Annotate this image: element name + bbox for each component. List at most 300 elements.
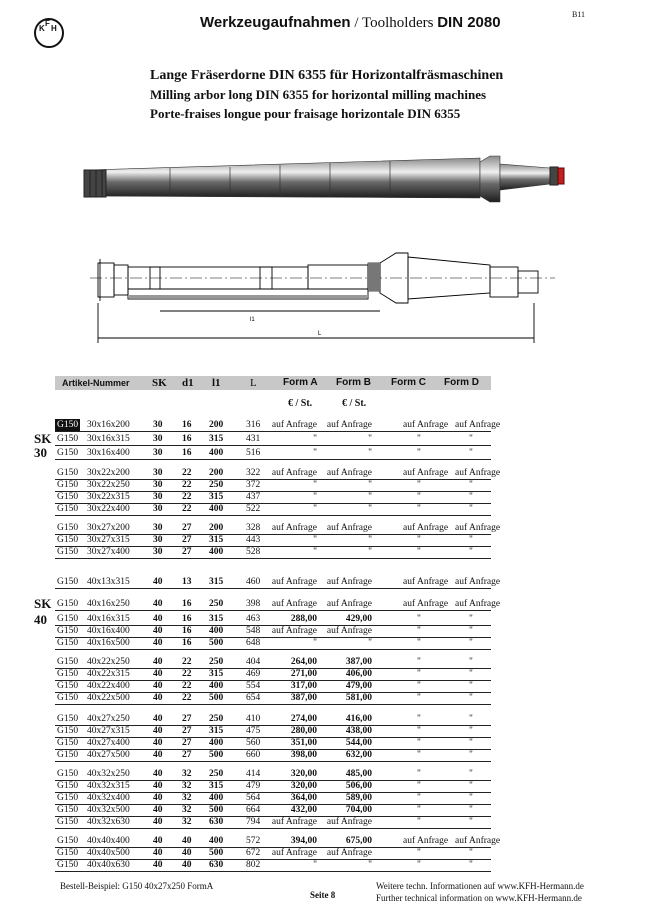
- cell-pre: G150: [57, 750, 79, 760]
- cell-sk: 30: [153, 504, 163, 514]
- cell-a: 364,00: [290, 793, 317, 803]
- cell-art: 30x22x315: [87, 492, 130, 502]
- subtitle-en: Milling arbor long DIN 6355 for horizontal milling machines: [150, 87, 487, 102]
- subtitle-de: Lange Fräserdorne DIN 6355 für Horizontalfräsmaschinen: [150, 68, 504, 83]
- table-row: [55, 637, 491, 650]
- cell-art: 30x22x200: [87, 468, 130, 478]
- cell-a: 274,00: [290, 714, 317, 724]
- cell-d1: 40: [182, 836, 192, 846]
- page-title: [200, 14, 501, 32]
- cell-d1: 16: [182, 599, 192, 609]
- cell-art: 30x22x250: [87, 480, 130, 490]
- cell-L: 410: [246, 714, 261, 724]
- cell-L: 479: [246, 781, 261, 791]
- cell-l1: 200: [209, 420, 224, 430]
- cell-sk: 30: [153, 448, 163, 458]
- cell-pre: G150: [57, 836, 79, 846]
- cell-d1: 27: [182, 750, 192, 760]
- cell-L: 475: [246, 726, 261, 736]
- cell-l1: 315: [209, 577, 224, 587]
- cell-d1: 40: [182, 860, 192, 870]
- cell-L: 398: [246, 599, 261, 609]
- cell-sk: 30: [153, 480, 163, 490]
- cell-art: 40x27x250: [87, 714, 130, 724]
- table-row: [55, 859, 491, 872]
- cell-b: 675,00: [345, 836, 372, 846]
- cell-L: 316: [246, 420, 261, 430]
- cell-art: 30x16x315: [87, 434, 130, 444]
- cell-l1: 400: [209, 738, 224, 748]
- cell-c: auf Anfrage: [403, 836, 449, 846]
- cell-sk: 40: [153, 693, 163, 703]
- column-header-form-b: Form B: [336, 377, 371, 388]
- cell-b: auf Anfrage: [326, 817, 372, 827]
- cell-L: 660: [246, 750, 261, 760]
- cell-c: ": [417, 817, 421, 827]
- cell-a: auf Anfrage: [271, 577, 317, 587]
- cell-c: ": [417, 848, 421, 858]
- cell-art: 40x16x250: [87, 599, 130, 609]
- cell-d1: 22: [182, 468, 192, 478]
- cell-a: auf Anfrage: [271, 626, 317, 636]
- cell-art: 40x22x500: [87, 693, 130, 703]
- order-example: Bestell-Beispiel: G150 40x27x250 FormA: [60, 881, 214, 891]
- cell-c: auf Anfrage: [403, 599, 449, 609]
- cell-d: ": [469, 448, 473, 458]
- cell-c: ": [417, 693, 421, 703]
- cell-l1: 315: [209, 492, 224, 502]
- cell-b: auf Anfrage: [326, 420, 372, 430]
- cell-L: 664: [246, 805, 261, 815]
- cell-c: ": [417, 614, 421, 624]
- cell-l1: 630: [209, 860, 224, 870]
- cell-d: ": [469, 626, 473, 636]
- label-l1: l1: [250, 317, 255, 323]
- cell-a: auf Anfrage: [271, 599, 317, 609]
- cell-c: ": [417, 492, 421, 502]
- cell-b: 632,00: [345, 750, 372, 760]
- cell-d1: 22: [182, 492, 192, 502]
- cell-pre: G150: [57, 547, 79, 557]
- cell-l1: 250: [209, 657, 224, 667]
- cell-L: 794: [246, 817, 261, 827]
- cell-pre: G150: [57, 434, 79, 444]
- cell-a: 387,00: [290, 693, 317, 703]
- cell-art: 40x40x400: [87, 836, 130, 846]
- table-row: [55, 447, 491, 460]
- unit-form-a: € / St.: [288, 398, 313, 409]
- cell-l1: 315: [209, 434, 224, 444]
- cell-art: 40x32x250: [87, 769, 130, 779]
- cell-pre: G150: [57, 599, 79, 609]
- cell-pre: G150: [57, 848, 79, 858]
- sk-label: 30: [34, 445, 47, 460]
- cell-pre: G150: [57, 492, 79, 502]
- cell-l1: 500: [209, 693, 224, 703]
- product-photo: [60, 150, 580, 230]
- column-header-l1: l1: [212, 377, 221, 389]
- cell-d1: 16: [182, 448, 192, 458]
- column-header-form-a: Form A: [283, 377, 318, 388]
- kfh-logo: [34, 18, 64, 48]
- cell-d: auf Anfrage: [455, 468, 501, 478]
- table-row: [55, 749, 491, 762]
- cell-c: ": [417, 434, 421, 444]
- cell-l1: 400: [209, 836, 224, 846]
- cell-b: 438,00: [345, 726, 372, 736]
- cell-a: 280,00: [290, 726, 317, 736]
- cell-d1: 16: [182, 420, 192, 430]
- cell-L: 414: [246, 769, 261, 779]
- cell-sk: 40: [153, 681, 163, 691]
- cell-a: 317,00: [290, 681, 317, 691]
- cell-art: 40x16x400: [87, 626, 130, 636]
- cell-c: ": [417, 638, 421, 648]
- cell-art: 40x32x400: [87, 793, 130, 803]
- cell-pre: G150: [57, 681, 79, 691]
- cell-pre: G150: [57, 535, 79, 545]
- cell-d1: 32: [182, 769, 192, 779]
- cell-d: ": [469, 793, 473, 803]
- cell-pre: G150: [57, 714, 79, 724]
- cell-c: ": [417, 535, 421, 545]
- cell-sk: 40: [153, 599, 163, 609]
- cell-d1: 13: [182, 577, 192, 587]
- cell-sk: 40: [153, 781, 163, 791]
- cell-sk: 40: [153, 793, 163, 803]
- cell-sk: 30: [153, 535, 163, 545]
- cell-d: ": [469, 638, 473, 648]
- column-header-sk: SK: [152, 377, 167, 389]
- title-din: DIN 2080: [437, 14, 501, 31]
- cell-b: auf Anfrage: [326, 626, 372, 636]
- label-L: L: [318, 331, 322, 337]
- cell-l1: 630: [209, 817, 224, 827]
- cell-L: 572: [246, 836, 261, 846]
- cell-sk: 30: [153, 523, 163, 533]
- cell-d1: 32: [182, 793, 192, 803]
- cell-d: ": [469, 434, 473, 444]
- cell-d1: 27: [182, 714, 192, 724]
- cell-a: auf Anfrage: [271, 523, 317, 533]
- table-row: [55, 598, 501, 611]
- cell-l1: 315: [209, 781, 224, 791]
- cell-a: auf Anfrage: [271, 468, 317, 478]
- cell-b: 544,00: [345, 738, 372, 748]
- cell-d: ": [469, 750, 473, 760]
- cell-d1: 16: [182, 626, 192, 636]
- table-row: [55, 816, 491, 829]
- cell-b: ": [368, 480, 372, 490]
- cell-L: 654: [246, 693, 261, 703]
- cell-d: ": [469, 848, 473, 858]
- cell-pre: G150: [57, 504, 79, 514]
- cell-pre: G150: [57, 468, 79, 478]
- cell-b: auf Anfrage: [326, 848, 372, 858]
- cell-d1: 22: [182, 693, 192, 703]
- cell-c: auf Anfrage: [403, 420, 449, 430]
- cell-art: 40x13x315: [87, 577, 130, 587]
- cell-sk: 40: [153, 626, 163, 636]
- cell-art: 40x32x630: [87, 817, 130, 827]
- cell-a: auf Anfrage: [271, 420, 317, 430]
- cell-d: ": [469, 492, 473, 502]
- cell-sk: 30: [153, 468, 163, 478]
- cell-art: 40x27x315: [87, 726, 130, 736]
- cell-a: auf Anfrage: [271, 817, 317, 827]
- cell-l1: 400: [209, 793, 224, 803]
- cell-pre: G150: [57, 420, 79, 430]
- cell-b: 479,00: [345, 681, 372, 691]
- cell-c: ": [417, 726, 421, 736]
- cell-a: ": [313, 547, 317, 557]
- cell-a: ": [313, 860, 317, 870]
- cell-sk: 40: [153, 577, 163, 587]
- cell-a: ": [313, 492, 317, 502]
- cell-pre: G150: [57, 805, 79, 815]
- cell-art: 40x16x315: [87, 614, 130, 624]
- cell-d: ": [469, 714, 473, 724]
- cell-c: ": [417, 480, 421, 490]
- cell-d1: 16: [182, 638, 192, 648]
- cell-c: ": [417, 681, 421, 691]
- cell-sk: 30: [153, 434, 163, 444]
- cell-d: ": [469, 681, 473, 691]
- table-row: [55, 433, 491, 446]
- cell-b: ": [368, 448, 372, 458]
- cell-sk: 40: [153, 614, 163, 624]
- cell-pre: G150: [57, 626, 79, 636]
- unit-form-b: € / St.: [342, 398, 367, 409]
- cell-d1: 22: [182, 681, 192, 691]
- cell-l1: 400: [209, 547, 224, 557]
- cell-art: 30x16x400: [87, 448, 130, 458]
- cell-d: ": [469, 781, 473, 791]
- cell-d: auf Anfrage: [455, 836, 501, 846]
- cell-b: ": [368, 492, 372, 502]
- cell-d1: 22: [182, 669, 192, 679]
- cell-pre: G150: [57, 793, 79, 803]
- cell-a: 320,00: [290, 781, 317, 791]
- subtitle-fr: Porte-fraises longue pour fraisage horizontale DIN 6355: [150, 106, 461, 121]
- cell-art: 40x27x400: [87, 738, 130, 748]
- cell-art: 30x27x315: [87, 535, 130, 545]
- cell-L: 802: [246, 860, 261, 870]
- cell-d: ": [469, 817, 473, 827]
- cell-d: ": [469, 693, 473, 703]
- cell-pre: G150: [57, 614, 79, 624]
- cell-b: ": [368, 860, 372, 870]
- cell-d1: 32: [182, 805, 192, 815]
- cell-L: 431: [246, 434, 261, 444]
- cell-art: 40x22x400: [87, 681, 130, 691]
- sk-label: SK: [34, 431, 52, 446]
- cell-art: 30x27x400: [87, 547, 130, 557]
- title-de: Werkzeugaufnahmen: [200, 14, 351, 31]
- cell-a: 288,00: [290, 614, 317, 624]
- cell-b: 406,00: [345, 669, 372, 679]
- cell-pre: G150: [57, 860, 79, 870]
- cell-pre: G150: [57, 448, 79, 458]
- cell-pre: G150: [57, 726, 79, 736]
- cell-L: 437: [246, 492, 261, 502]
- cell-b: ": [368, 535, 372, 545]
- cell-c: ": [417, 781, 421, 791]
- cell-d1: 22: [182, 504, 192, 514]
- cell-sk: 40: [153, 714, 163, 724]
- cell-L: 560: [246, 738, 261, 748]
- cell-d: auf Anfrage: [455, 523, 501, 533]
- cell-a: ": [313, 480, 317, 490]
- cell-sk: 40: [153, 669, 163, 679]
- cell-a: 398,00: [290, 750, 317, 760]
- logo-letter-f: F: [45, 19, 50, 28]
- cell-sk: 30: [153, 547, 163, 557]
- cell-L: 328: [246, 523, 261, 533]
- cell-a: ": [313, 434, 317, 444]
- cell-sk: 40: [153, 817, 163, 827]
- cell-a: ": [313, 535, 317, 545]
- cell-a: ": [313, 448, 317, 458]
- column-header-form-d: Form D: [444, 377, 479, 388]
- cell-b: 387,00: [345, 657, 372, 667]
- cell-l1: 400: [209, 504, 224, 514]
- cell-d: ": [469, 805, 473, 815]
- logo-letter-k: K: [39, 24, 45, 33]
- table-row: [55, 546, 491, 559]
- cell-pre: G150: [57, 657, 79, 667]
- page-reference: B11: [571, 10, 585, 19]
- cell-c: auf Anfrage: [403, 577, 449, 587]
- cell-l1: 250: [209, 714, 224, 724]
- cell-b: 506,00: [345, 781, 372, 791]
- cell-c: ": [417, 805, 421, 815]
- cell-a: 394,00: [290, 836, 317, 846]
- cell-b: ": [368, 434, 372, 444]
- cell-sk: 30: [153, 420, 163, 430]
- cell-sk: 40: [153, 848, 163, 858]
- cell-l1: 500: [209, 805, 224, 815]
- cell-b: auf Anfrage: [326, 577, 372, 587]
- table-row: [55, 419, 501, 432]
- cell-c: ": [417, 714, 421, 724]
- cell-d1: 16: [182, 434, 192, 444]
- cell-c: auf Anfrage: [403, 523, 449, 533]
- cell-l1: 250: [209, 480, 224, 490]
- cell-b: ": [368, 638, 372, 648]
- logo-letter-h: H: [51, 24, 57, 33]
- cell-b: auf Anfrage: [326, 523, 372, 533]
- cell-L: 443: [246, 535, 261, 545]
- cell-L: 372: [246, 480, 261, 490]
- cell-L: 322: [246, 468, 261, 478]
- cell-d: ": [469, 769, 473, 779]
- cell-c: ": [417, 626, 421, 636]
- table-row: [55, 692, 491, 705]
- cell-sk: 40: [153, 638, 163, 648]
- cell-sk: 40: [153, 738, 163, 748]
- cell-L: 648: [246, 638, 261, 648]
- cell-art: 30x16x200: [87, 420, 130, 430]
- cell-d: ": [469, 480, 473, 490]
- cell-l1: 250: [209, 769, 224, 779]
- cell-L: 516: [246, 448, 261, 458]
- cell-d: auf Anfrage: [455, 599, 501, 609]
- cell-L: 672: [246, 848, 261, 858]
- cell-a: 432,00: [290, 805, 317, 815]
- cell-c: ": [417, 793, 421, 803]
- cell-a: 320,00: [290, 769, 317, 779]
- cell-d: ": [469, 547, 473, 557]
- cell-l1: 400: [209, 626, 224, 636]
- cell-l1: 500: [209, 848, 224, 858]
- cell-l1: 400: [209, 448, 224, 458]
- cell-c: ": [417, 750, 421, 760]
- cell-d1: 40: [182, 848, 192, 858]
- cell-c: auf Anfrage: [403, 468, 449, 478]
- cell-L: 404: [246, 657, 261, 667]
- cell-L: 548: [246, 626, 261, 636]
- cell-a: 271,00: [290, 669, 317, 679]
- column-header-form-c: Form C: [391, 377, 426, 388]
- cell-d: ": [469, 657, 473, 667]
- title-en: / Toolholders: [350, 15, 438, 31]
- cell-d: ": [469, 504, 473, 514]
- cell-c: ": [417, 547, 421, 557]
- info-en: Further technical information on www.KFH-Hermann.de: [376, 893, 582, 903]
- cell-a: 351,00: [290, 738, 317, 748]
- cell-b: auf Anfrage: [326, 599, 372, 609]
- cell-art: 40x27x500: [87, 750, 130, 760]
- cell-pre: G150: [57, 480, 79, 490]
- cell-art: 40x22x250: [87, 657, 130, 667]
- cell-pre: G150: [57, 769, 79, 779]
- page-number: Seite 8: [310, 890, 336, 900]
- cell-d: ": [469, 738, 473, 748]
- cell-d1: 27: [182, 726, 192, 736]
- info-de: Weitere techn. Informationen auf www.KFH-Hermann.de: [376, 881, 584, 891]
- cell-pre: G150: [57, 669, 79, 679]
- cell-b: ": [368, 547, 372, 557]
- sk-label: SK: [34, 596, 52, 611]
- cell-d: ": [469, 535, 473, 545]
- cell-l1: 200: [209, 468, 224, 478]
- cell-b: ": [368, 504, 372, 514]
- cell-d: ": [469, 614, 473, 624]
- cell-pre: G150: [57, 638, 79, 648]
- cell-l1: 500: [209, 638, 224, 648]
- cell-c: ": [417, 738, 421, 748]
- cell-b: auf Anfrage: [326, 468, 372, 478]
- cell-L: 528: [246, 547, 261, 557]
- column-header-L: L: [250, 377, 257, 389]
- cell-sk: 40: [153, 726, 163, 736]
- cell-pre: G150: [57, 523, 79, 533]
- cell-d1: 27: [182, 738, 192, 748]
- cell-d: auf Anfrage: [455, 420, 501, 430]
- column-header-d1: d1: [182, 377, 194, 389]
- cell-b: 485,00: [345, 769, 372, 779]
- cell-L: 554: [246, 681, 261, 691]
- cell-c: ": [417, 769, 421, 779]
- cell-c: ": [417, 669, 421, 679]
- cell-pre: G150: [57, 738, 79, 748]
- cell-sk: 40: [153, 860, 163, 870]
- cell-d1: 27: [182, 523, 192, 533]
- table-row: [55, 503, 491, 516]
- cell-sk: 40: [153, 657, 163, 667]
- cell-art: 40x16x500: [87, 638, 130, 648]
